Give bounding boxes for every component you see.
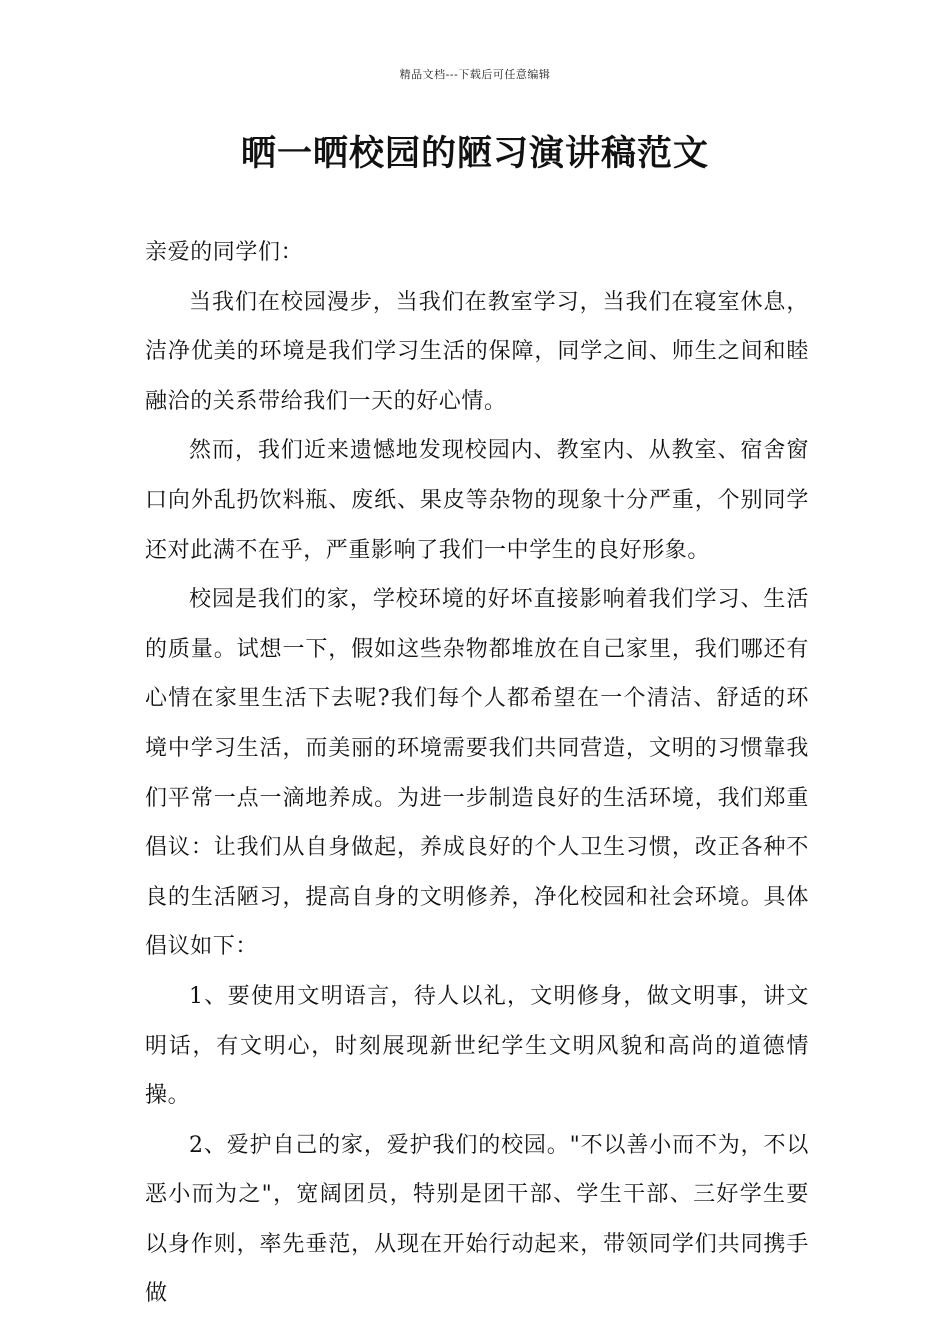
salutation: 亲爱的同学们：: [145, 240, 304, 265]
document-body: [145, 228, 809, 1319]
paragraph-item-2: 2、爱护自己的家，爱护我们的校园。"不以善小而不为，不以恶小而为之"，宽阔团员，特别是团干部、学生干部、三好学生要以身作则，率先垂范，从现在开始行动起来，带领同学们共同携手做: [145, 1132, 809, 1307]
header-note: 精品文档---下载后可任意编辑: [399, 68, 551, 81]
document-title: 晒一晒校园的陋习演讲稿范文: [240, 134, 709, 174]
paragraph-intro: 当我们在校园漫步，当我们在教室学习，当我们在寝室休息，洁净优美的环境是我们学习生活的保障，同学之间、师生之间和睦融洽的关系带给我们一天的好心情。: [145, 289, 809, 414]
paragraph-item-1: 1、要使用文明语言，待人以礼，文明修身，做文明事，讲文明话，有文明心，时刻展现新世纪学生文明风貌和高尚的道德情操。: [145, 983, 809, 1109]
paragraph-proposal: 校园是我们的家，学校环境的好坏直接影响着我们学习、生活的质量。试想一下，假如这些杂物都堆放在自己家里，我们哪还有心情在家里生活下去呢?我们每个人都希望在一个清洁、舒适的环境中学习生活，而美丽的环境需要我们共同营造，文明的习惯靠我们平常一点一滴地养成。为进一步制造良好的生活环境，我们郑重倡议：让我们从自身做起，养成良好的个人卫生习惯，改正各种不良的生活陋习，提高自身的文明修养，净化校园和社会环境。具体倡议如下：: [145, 587, 809, 960]
paragraph-problem: 然而，我们近来遗憾地发现校园内、教室内、从教室、宿舍窗口向外乱扔饮料瓶、废纸、果皮等杂物的现象十分严重，个别同学还对此满不在乎，严重影响了我们一中学生的良好形象。: [145, 438, 809, 563]
